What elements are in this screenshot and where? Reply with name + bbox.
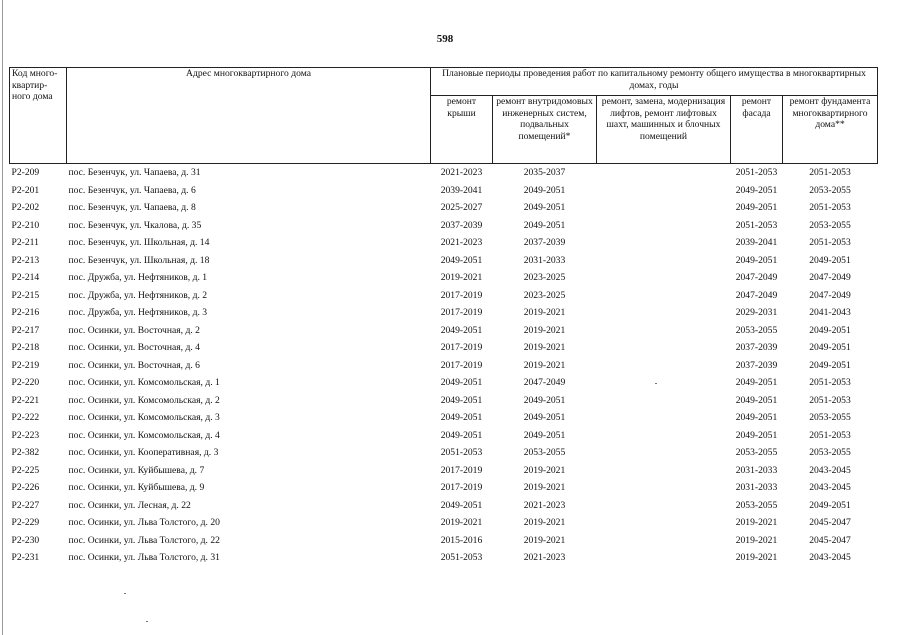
cell-roof: 2049-2051 bbox=[440, 324, 483, 336]
cell-roof: 2049-2051 bbox=[440, 394, 483, 406]
cell-roof: 2049-2051 bbox=[440, 254, 483, 266]
cell-engineering: 2037-2039 bbox=[523, 237, 566, 248]
cell-engineering: 2049-2051 bbox=[523, 219, 566, 231]
cell-code: Р2-230 bbox=[11, 534, 40, 546]
cell-code: Р2-382 bbox=[11, 447, 40, 458]
table-row bbox=[10, 339, 878, 357]
cell-foundation: 2049-2051 bbox=[809, 499, 851, 511]
scan-speck bbox=[146, 621, 148, 622]
cell-elevators bbox=[597, 532, 731, 550]
cell-elevators bbox=[597, 374, 731, 392]
cell-address: пос. Осинки, ул. Комсомольская, д. 1 bbox=[68, 377, 220, 388]
column-header-code: Код много-квартир-ного дома bbox=[10, 68, 67, 164]
table-row bbox=[10, 444, 878, 462]
cell-code: Р2-211 bbox=[11, 237, 39, 248]
cell-roof: 2025-2027 bbox=[440, 202, 483, 213]
cell-code: Р2-219 bbox=[11, 359, 40, 371]
cell-address: пос. Осинки, ул. Восточная, д. 4 bbox=[68, 342, 200, 353]
table-row bbox=[10, 199, 878, 217]
page-left-edge bbox=[2, 0, 3, 635]
cell-elevators bbox=[597, 304, 731, 322]
cell-roof: 2017-2019 bbox=[440, 359, 483, 371]
table-row bbox=[10, 479, 878, 497]
cell-facade: 2031-2033 bbox=[735, 464, 778, 476]
cell-address: пос. Безенчук, ул. Школьная, д. 14 bbox=[68, 237, 210, 248]
cell-elevators bbox=[597, 322, 731, 340]
table-row bbox=[10, 409, 878, 427]
cell-code: Р2-222 bbox=[11, 412, 40, 423]
cell-address: пос. Осинки, ул. Льва Толстого, д. 22 bbox=[68, 534, 220, 546]
cell-facade: 2051-2053 bbox=[735, 219, 778, 231]
cell-foundation: 2053-2055 bbox=[809, 447, 851, 458]
cell-roof: 2039-2041 bbox=[440, 184, 483, 196]
cell-code: Р2-209 bbox=[11, 167, 40, 178]
cell-facade: 2037-2039 bbox=[735, 359, 778, 371]
cell-elevators bbox=[597, 514, 731, 532]
cell-facade: 2019-2021 bbox=[735, 552, 778, 563]
cell-address: пос. Безенчук, ул. Школьная, д. 18 bbox=[68, 254, 210, 266]
cell-roof: 2019-2021 bbox=[440, 272, 483, 283]
cell-address: пос. Дружба, ул. Нефтяников, д. 2 bbox=[68, 289, 208, 301]
cell-foundation: 2051-2053 bbox=[809, 377, 851, 388]
column-header-facade: ремонт фасада bbox=[731, 96, 783, 164]
cell-roof: 2049-2051 bbox=[440, 377, 483, 388]
cell-address: пос. Осинки, ул. Льва Толстого, д. 31 bbox=[68, 552, 220, 563]
cell-roof: 2019-2021 bbox=[440, 517, 483, 528]
table-body bbox=[10, 164, 878, 567]
cell-facade: 2053-2055 bbox=[735, 499, 778, 511]
table-row bbox=[10, 182, 878, 200]
table-row bbox=[10, 514, 878, 532]
cell-elevators bbox=[597, 357, 731, 375]
cell-engineering: 2049-2051 bbox=[523, 202, 566, 213]
cell-elevators bbox=[597, 549, 731, 567]
cell-code: Р2-201 bbox=[11, 184, 40, 196]
cell-roof: 2021-2023 bbox=[440, 167, 483, 178]
page-number: 598 bbox=[436, 33, 454, 45]
cell-roof: 2051-2053 bbox=[440, 447, 483, 458]
cell-foundation: 2045-2047 bbox=[809, 534, 851, 546]
table-row bbox=[10, 304, 878, 322]
cell-code: Р2-226 bbox=[11, 482, 40, 493]
cell-facade: 2051-2053 bbox=[735, 167, 778, 178]
cell-code: Р2-217 bbox=[11, 324, 40, 336]
cell-foundation: 2045-2047 bbox=[809, 517, 851, 528]
cell-facade: 2053-2055 bbox=[735, 447, 778, 458]
cell-address: пос. Безенчук, ул. Чапаева, д. 31 bbox=[68, 167, 201, 178]
cell-facade: 2039-2041 bbox=[735, 237, 778, 248]
cell-code: Р2-213 bbox=[11, 254, 40, 266]
cell-foundation: 2043-2045 bbox=[809, 482, 851, 493]
cell-elevators bbox=[597, 462, 731, 480]
cell-facade: 2049-2051 bbox=[735, 184, 778, 196]
cell-foundation: 2051-2053 bbox=[809, 202, 851, 213]
cell-facade: 2049-2051 bbox=[735, 254, 778, 266]
table-row bbox=[10, 322, 878, 340]
cell-code: Р2-223 bbox=[11, 429, 40, 441]
cell-elevators bbox=[597, 252, 731, 270]
cell-foundation: 2051-2053 bbox=[809, 394, 851, 406]
cell-engineering: 2019-2021 bbox=[523, 324, 566, 336]
table-row bbox=[10, 532, 878, 550]
cell-facade: 2031-2033 bbox=[735, 482, 778, 493]
cell-foundation: 2043-2045 bbox=[809, 464, 851, 476]
cell-address: пос. Безенчук, ул. Чапаева, д. 6 bbox=[68, 184, 196, 196]
cell-foundation: 2053-2055 bbox=[809, 184, 851, 196]
table-row bbox=[10, 217, 878, 235]
cell-engineering: 2019-2021 bbox=[523, 307, 566, 318]
column-header-elevators: ремонт, замена, модернизация лифтов, ремонт лифтовых шахт, машинных и блочных помещений bbox=[597, 96, 731, 164]
cell-address: пос. Безенчук, ул. Чкалова, д. 35 bbox=[68, 219, 202, 231]
cell-code: Р2-202 bbox=[11, 202, 40, 213]
cell-engineering: 2023-2025 bbox=[523, 289, 566, 301]
cell-roof: 2017-2019 bbox=[440, 464, 483, 476]
cell-address: пос. Осинки, ул. Куйбышева, д. 7 bbox=[68, 464, 205, 476]
cell-elevators bbox=[597, 497, 731, 515]
table-row bbox=[10, 497, 878, 515]
cell-code: Р2-216 bbox=[11, 307, 40, 318]
cell-facade: 2037-2039 bbox=[735, 342, 778, 353]
cell-engineering: 2019-2021 bbox=[523, 342, 566, 353]
cell-address: пос. Дружба, ул. Нефтяников, д. 3 bbox=[68, 307, 208, 318]
cell-engineering: 2019-2021 bbox=[523, 482, 566, 493]
cell-facade: 2053-2055 bbox=[735, 324, 778, 336]
cell-elevators bbox=[597, 444, 731, 462]
cell-foundation: 2049-2051 bbox=[809, 359, 851, 371]
cell-engineering: 2021-2023 bbox=[523, 499, 566, 511]
cell-engineering: 2049-2051 bbox=[523, 394, 566, 406]
cell-address: пос. Осинки, ул. Комсомольская, д. 4 bbox=[68, 429, 220, 441]
cell-roof: 2021-2023 bbox=[440, 237, 483, 248]
cell-elevators bbox=[597, 217, 731, 235]
cell-roof: 2037-2039 bbox=[440, 219, 483, 231]
table-row bbox=[10, 392, 878, 410]
cell-code: Р2-214 bbox=[11, 272, 40, 283]
table-row bbox=[10, 462, 878, 480]
table-row bbox=[10, 234, 878, 252]
cell-elevators bbox=[597, 479, 731, 497]
cell-engineering: 2023-2025 bbox=[523, 272, 566, 283]
cell-engineering: 2019-2021 bbox=[523, 517, 566, 528]
cell-facade: 2047-2049 bbox=[735, 272, 778, 283]
table-row bbox=[10, 287, 878, 305]
cell-engineering: 2035-2037 bbox=[523, 167, 566, 178]
cell-facade: 2049-2051 bbox=[735, 394, 778, 406]
cell-code: Р2-215 bbox=[11, 289, 40, 301]
cell-engineering: 2049-2051 bbox=[523, 412, 566, 423]
table-row bbox=[10, 357, 878, 375]
cell-elevators bbox=[597, 409, 731, 427]
cell-engineering: 2019-2021 bbox=[523, 534, 566, 546]
cell-code: Р2-218 bbox=[11, 342, 40, 353]
cell-address: пос. Безенчук, ул. Чапаева, д. 8 bbox=[68, 202, 196, 213]
cell-elevators bbox=[597, 199, 731, 217]
cell-roof: 2017-2019 bbox=[440, 307, 483, 318]
cell-facade: 2049-2051 bbox=[735, 377, 778, 388]
cell-foundation: 2053-2055 bbox=[809, 219, 851, 231]
table-row bbox=[10, 427, 878, 445]
cell-facade: 2047-2049 bbox=[735, 289, 778, 301]
column-header-address: Адрес многоквартирного дома bbox=[67, 68, 431, 164]
cell-code: Р2-225 bbox=[11, 464, 40, 476]
cell-roof: 2017-2019 bbox=[440, 289, 483, 301]
cell-engineering: 2019-2021 bbox=[523, 464, 566, 476]
cell-foundation: 2043-2045 bbox=[809, 552, 851, 563]
column-header-engineering: ремонт внутридомовых инженерных систем, подвальных помещений* bbox=[493, 96, 597, 164]
cell-roof: 2049-2051 bbox=[440, 412, 483, 423]
cell-roof: 2015-2016 bbox=[440, 534, 483, 546]
table-row bbox=[10, 549, 878, 567]
cell-elevators bbox=[597, 234, 731, 252]
cell-engineering: 2031-2033 bbox=[523, 254, 566, 266]
cell-elevators bbox=[597, 339, 731, 357]
cell-address: пос. Осинки, ул. Комсомольская, д. 2 bbox=[68, 394, 220, 406]
cell-roof: 2049-2051 bbox=[440, 499, 483, 511]
cell-elevators bbox=[597, 427, 731, 445]
cell-facade: 2049-2051 bbox=[735, 202, 778, 213]
cell-facade: 2019-2021 bbox=[735, 534, 778, 546]
cell-engineering: 2049-2051 bbox=[523, 429, 566, 441]
cell-engineering: 2053-2055 bbox=[523, 447, 566, 458]
column-header-periods: Плановые периоды проведения работ по капитальному ремонту общего имущества в многоквартирных домах, годы bbox=[431, 68, 878, 96]
cell-engineering: 2021-2023 bbox=[523, 552, 566, 563]
cell-engineering: 2047-2049 bbox=[523, 377, 566, 388]
cell-address: пос. Осинки, ул. Восточная, д. 6 bbox=[68, 359, 200, 371]
scan-speck bbox=[124, 593, 126, 594]
cell-elevators bbox=[597, 269, 731, 287]
cell-foundation: 2049-2051 bbox=[809, 254, 851, 266]
cell-code: Р2-229 bbox=[11, 517, 40, 528]
cell-facade: 2029-2031 bbox=[735, 307, 778, 318]
cell-elevators bbox=[597, 182, 731, 200]
cell-elevators bbox=[597, 164, 731, 182]
cell-foundation: 2051-2053 bbox=[809, 429, 851, 441]
scan-speck bbox=[655, 383, 657, 384]
cell-engineering: 2049-2051 bbox=[523, 184, 566, 196]
table-row bbox=[10, 252, 878, 270]
cell-address: пос. Осинки, ул. Восточная, д. 2 bbox=[68, 324, 200, 336]
cell-code: Р2-221 bbox=[11, 394, 40, 406]
cell-code: Р2-227 bbox=[11, 499, 40, 511]
cell-roof: 2017-2019 bbox=[440, 482, 483, 493]
cell-foundation: 2047-2049 bbox=[809, 272, 851, 283]
column-header-roof: ремонт крыши bbox=[431, 96, 493, 164]
cell-address: пос. Осинки, ул. Льва Толстого, д. 20 bbox=[68, 517, 220, 528]
cell-foundation: 2049-2051 bbox=[809, 342, 851, 353]
cell-code: Р2-220 bbox=[11, 377, 40, 388]
cell-engineering: 2019-2021 bbox=[523, 359, 566, 371]
cell-code: Р2-210 bbox=[11, 219, 40, 231]
table-row bbox=[10, 374, 878, 392]
cell-elevators bbox=[597, 287, 731, 305]
cell-foundation: 2047-2049 bbox=[809, 289, 851, 301]
cell-foundation: 2041-2043 bbox=[809, 307, 851, 318]
cell-foundation: 2053-2055 bbox=[809, 412, 851, 423]
cell-facade: 2049-2051 bbox=[735, 429, 778, 441]
cell-roof: 2017-2019 bbox=[440, 342, 483, 353]
cell-foundation: 2049-2051 bbox=[809, 324, 851, 336]
repair-schedule-table bbox=[9, 67, 878, 567]
cell-facade: 2019-2021 bbox=[735, 517, 778, 528]
cell-roof: 2051-2053 bbox=[440, 552, 483, 563]
cell-foundation: 2051-2053 bbox=[809, 167, 851, 178]
cell-facade: 2049-2051 bbox=[735, 412, 778, 423]
table-row bbox=[10, 269, 878, 287]
cell-address: пос. Осинки, ул. Куйбышева, д. 9 bbox=[68, 482, 205, 493]
cell-address: пос. Дружба, ул. Нефтяников, д. 1 bbox=[68, 272, 208, 283]
cell-roof: 2049-2051 bbox=[440, 429, 483, 441]
cell-code: Р2-231 bbox=[11, 552, 40, 563]
cell-address: пос. Осинки, ул. Лесная, д. 22 bbox=[68, 499, 191, 511]
cell-foundation: 2051-2053 bbox=[809, 237, 851, 248]
cell-elevators bbox=[597, 392, 731, 410]
cell-address: пос. Осинки, ул. Комсомольская, д. 3 bbox=[68, 412, 220, 423]
table-row bbox=[10, 164, 878, 182]
cell-address: пос. Осинки, ул. Кооперативная, д. 3 bbox=[68, 447, 219, 458]
column-header-foundation: ремонт фундамента многоквартирного дома** bbox=[783, 96, 878, 164]
